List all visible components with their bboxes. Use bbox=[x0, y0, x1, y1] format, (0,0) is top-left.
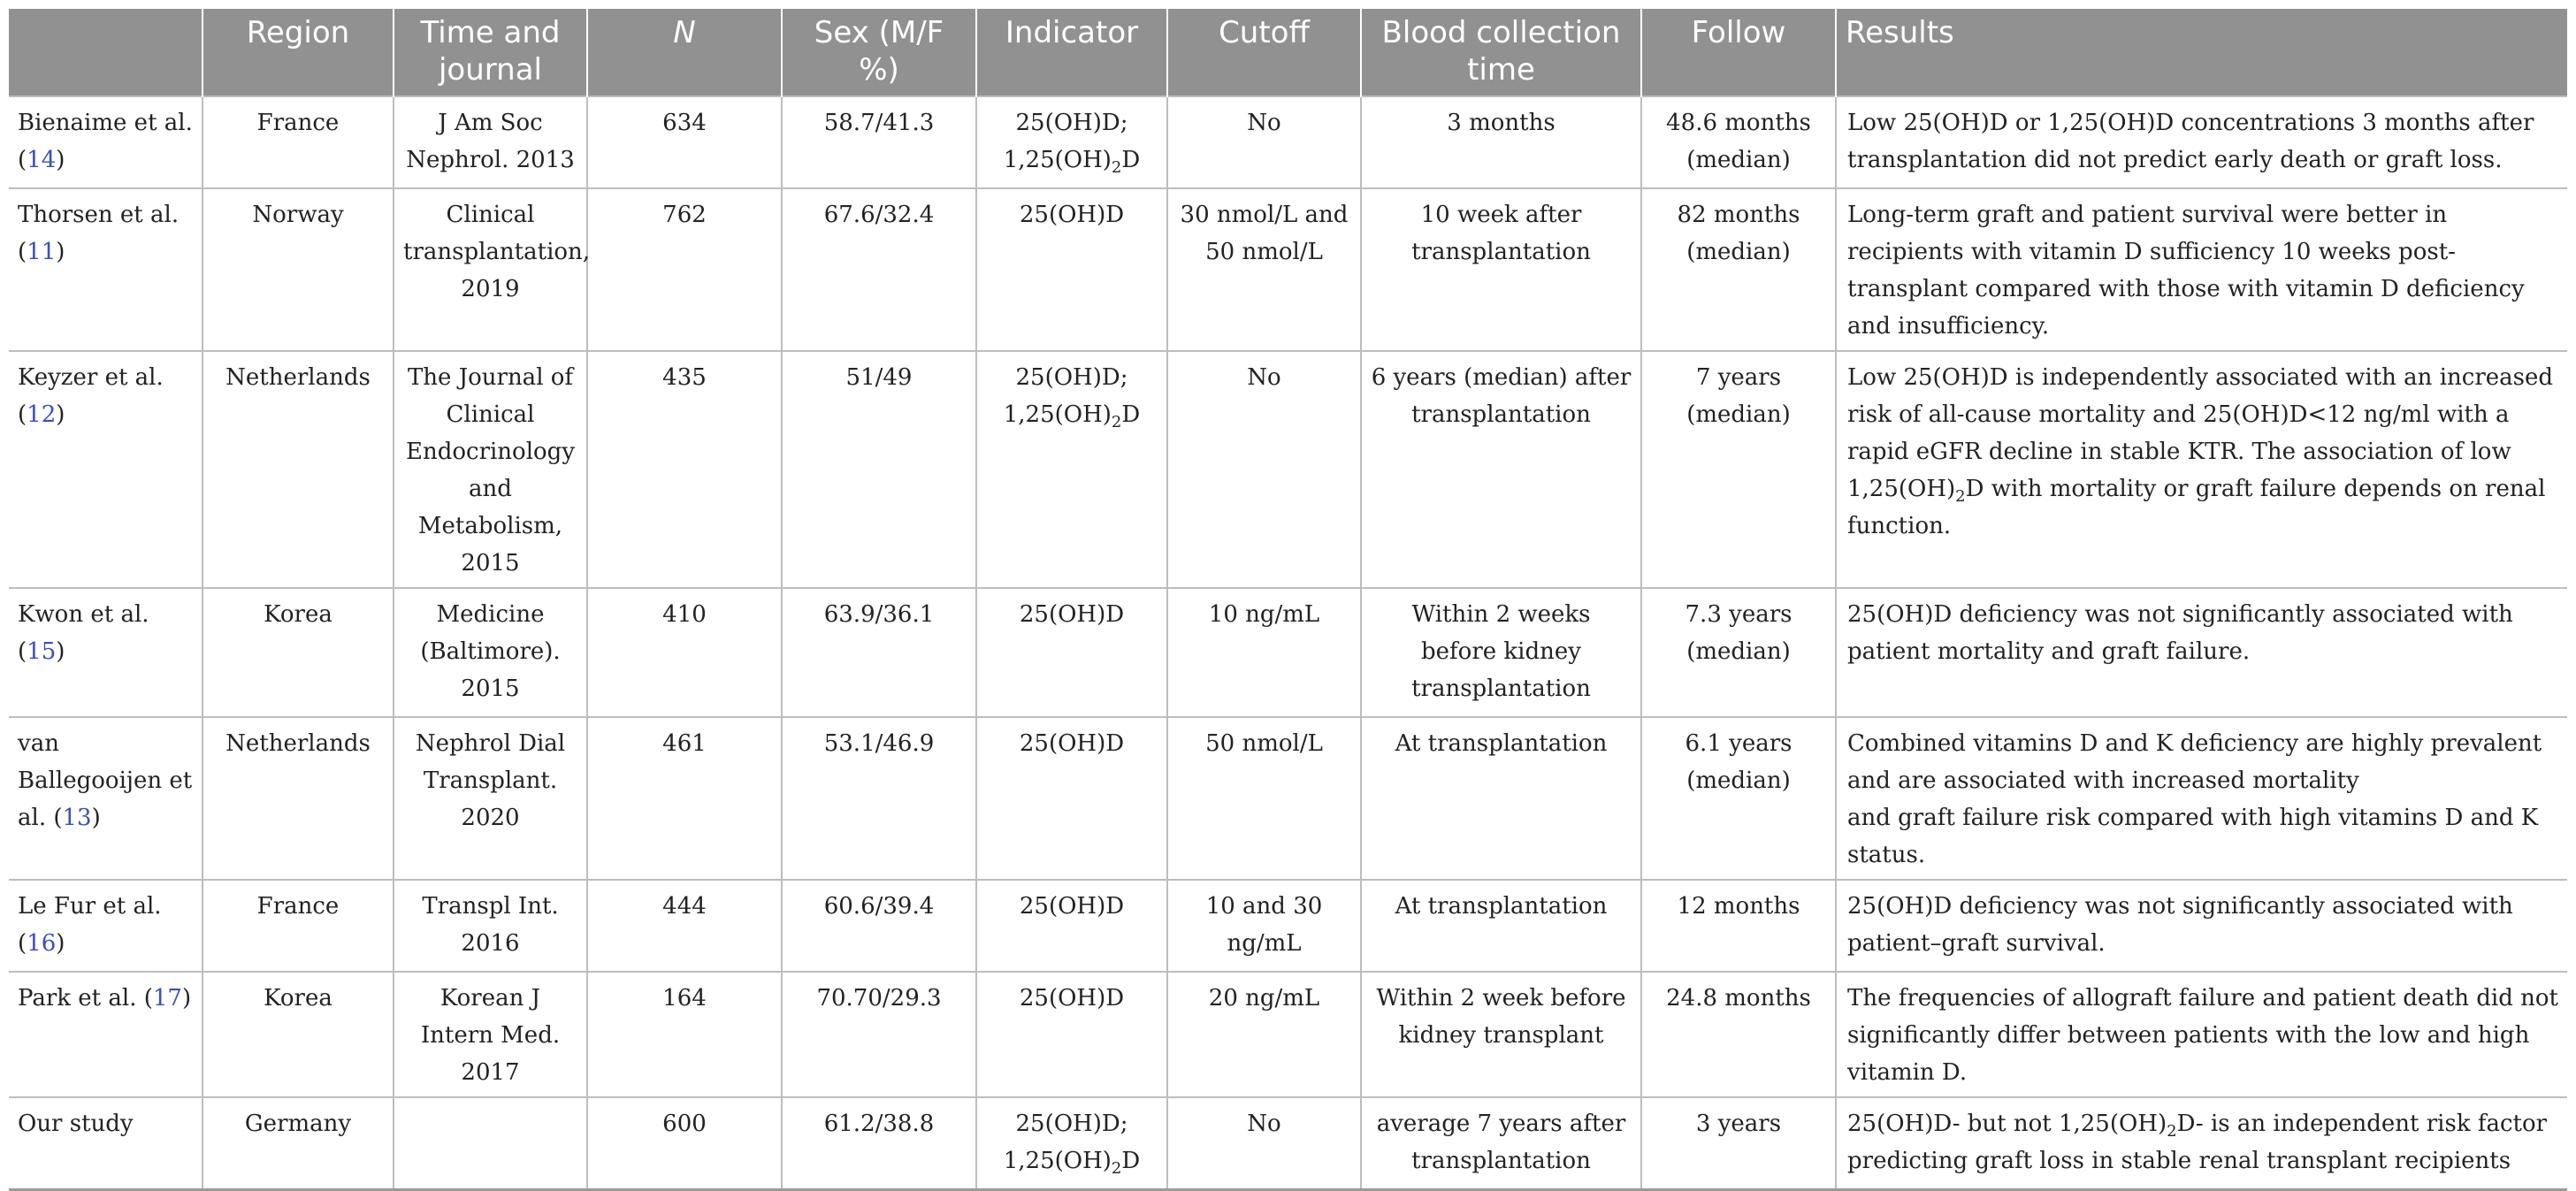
indicator-line-1: 25(OH)D; bbox=[1015, 110, 1128, 136]
sex-cell: 53.1/46.9 bbox=[782, 717, 976, 880]
study-cell bbox=[9, 880, 203, 972]
results-text: 25(OH)D- but not 1,25(OH) bbox=[1847, 1111, 2167, 1137]
follow-cell: 82 months (median) bbox=[1641, 188, 1836, 351]
journal-cell: The Journal of Clinical Endocrinology and Metabolism, 2015 bbox=[394, 351, 587, 588]
journal-cell: Korean J Intern Med. 2017 bbox=[394, 972, 587, 1097]
study-cell bbox=[9, 972, 203, 1097]
table-row bbox=[9, 588, 2567, 717]
blood-collection-cell: Within 2 week before kidney transplant bbox=[1361, 972, 1641, 1097]
cutoff-cell: No bbox=[1167, 351, 1361, 588]
results-cell: Low 25(OH)D or 1,25(OH)D concentrations 3 months after transplantation did not predict early death or graft loss. bbox=[1836, 96, 2567, 188]
header-indicator: Indicator bbox=[976, 9, 1167, 96]
reference-link[interactable]: 13 bbox=[62, 805, 92, 831]
indicator-text: 1,25(OH) bbox=[1003, 1148, 1112, 1174]
region-cell: Norway bbox=[203, 188, 394, 351]
study-name: Le Fur et al. ( bbox=[18, 893, 162, 957]
study-cell bbox=[9, 351, 203, 588]
sex-cell: 51/49 bbox=[782, 351, 976, 588]
reference-link[interactable]: 11 bbox=[27, 239, 57, 265]
reference-link[interactable]: 16 bbox=[27, 930, 57, 957]
study-name: van Ballegooijen et al. ( bbox=[18, 730, 193, 831]
sex-cell: 67.6/32.4 bbox=[782, 188, 976, 351]
cutoff-cell: 10 and 30 ng/mL bbox=[1167, 880, 1361, 972]
follow-cell: 12 months bbox=[1641, 880, 1836, 972]
indicator-cell bbox=[976, 1097, 1167, 1189]
results-text-end: D with mortality or graft failure depends on renal function. bbox=[1847, 476, 2546, 539]
indicator-cell bbox=[976, 351, 1167, 588]
reference-link[interactable]: 12 bbox=[27, 401, 57, 428]
table-row bbox=[9, 880, 2567, 972]
region-cell: Netherlands bbox=[203, 717, 394, 880]
n-cell: 634 bbox=[587, 96, 782, 188]
header-region: Region bbox=[203, 9, 394, 96]
results-line-2: and graft failure risk compared with high vitamins D and K status. bbox=[1847, 805, 2539, 868]
indicator-text-end: D bbox=[1121, 1148, 1141, 1174]
indicator-cell: 25(OH)D bbox=[976, 188, 1167, 351]
blood-collection-cell: At transplantation bbox=[1361, 880, 1641, 972]
journal-cell: Nephrol Dial Transplant. 2020 bbox=[394, 717, 587, 880]
follow-cell: 6.1 years (median) bbox=[1641, 717, 1836, 880]
follow-cell: 7.3 years (median) bbox=[1641, 588, 1836, 717]
n-cell: 444 bbox=[587, 880, 782, 972]
indicator-line-1: 25(OH)D; bbox=[1015, 364, 1128, 391]
table-row bbox=[9, 96, 2567, 188]
header-n: N bbox=[587, 9, 782, 96]
header-cutoff: Cutoff bbox=[1167, 9, 1361, 96]
results-cell bbox=[1836, 1097, 2567, 1189]
reference-link[interactable]: 14 bbox=[27, 147, 57, 173]
study-name-end: ) bbox=[91, 805, 101, 831]
sex-cell: 70.70/29.3 bbox=[782, 972, 976, 1097]
indicator-cell: 25(OH)D bbox=[976, 880, 1167, 972]
results-cell: 25(OH)D deficiency was not significantly associated with patient–graft survival. bbox=[1836, 880, 2567, 972]
study-cell bbox=[9, 96, 203, 188]
cutoff-cell: No bbox=[1167, 1097, 1361, 1189]
blood-collection-cell: At transplantation bbox=[1361, 717, 1641, 880]
blood-collection-cell: 10 week after transplantation bbox=[1361, 188, 1641, 351]
n-cell: 410 bbox=[587, 588, 782, 717]
blood-collection-cell: Within 2 weeks before kidney transplantation bbox=[1361, 588, 1641, 717]
study-cell: Our study bbox=[9, 1097, 203, 1189]
results-cell: 25(OH)D deficiency was not significantly associated with patient mortality and graft failure. bbox=[1836, 588, 2567, 717]
journal-cell bbox=[394, 1097, 587, 1189]
results-subscript: 2 bbox=[2167, 1122, 2177, 1141]
n-cell: 762 bbox=[587, 188, 782, 351]
study-name: Bienaime et al. ( bbox=[18, 110, 193, 173]
header-row bbox=[9, 9, 2567, 96]
n-cell: 435 bbox=[587, 351, 782, 588]
journal-cell: Transpl Int. 2016 bbox=[394, 880, 587, 972]
results-text: Low 25(OH)D is independently associated with an increased risk of all-cause mortality and 25(OH)D<12 ng/ml with a rapid eGFR decline in stable KTR. The association of low 1,25(OH) bbox=[1847, 364, 2554, 502]
table-row bbox=[9, 1097, 2567, 1189]
region-cell: France bbox=[203, 880, 394, 972]
study-name-end: ) bbox=[181, 985, 192, 1012]
indicator-subscript: 2 bbox=[1111, 1159, 1122, 1179]
blood-collection-cell: 3 months bbox=[1361, 96, 1641, 188]
indicator-cell: 25(OH)D bbox=[976, 972, 1167, 1097]
follow-cell: 7 years (median) bbox=[1641, 351, 1836, 588]
indicator-line-1: 25(OH)D; bbox=[1015, 1111, 1128, 1137]
header-blood-collection: Blood collection time bbox=[1361, 9, 1641, 96]
cutoff-cell: 50 nmol/L bbox=[1167, 717, 1361, 880]
header-study bbox=[9, 9, 203, 96]
follow-cell: 48.6 months (median) bbox=[1641, 96, 1836, 188]
results-cell bbox=[1836, 351, 2567, 588]
results-text-end: D- is an independent risk factor predicting graft loss in stable renal transplant recipients bbox=[1847, 1111, 2548, 1174]
journal-cell: J Am Soc Nephrol. 2013 bbox=[394, 96, 587, 188]
cutoff-cell: 10 ng/mL bbox=[1167, 588, 1361, 717]
indicator-subscript: 2 bbox=[1111, 413, 1122, 432]
study-name: Park et al. ( bbox=[18, 985, 153, 1012]
results-cell: The frequencies of allograft failure and patient death did not significantly differ between patients with the low and high vitamin D. bbox=[1836, 972, 2567, 1097]
reference-link[interactable]: 17 bbox=[152, 985, 182, 1012]
indicator-line-2 bbox=[986, 141, 1158, 179]
indicator-text: 1,25(OH) bbox=[1003, 401, 1112, 428]
journal-cell: Clinical transplantation, 2019 bbox=[394, 188, 587, 351]
study-name-end: ) bbox=[56, 239, 65, 265]
table-row bbox=[9, 972, 2567, 1097]
study-cell bbox=[9, 717, 203, 880]
indicator-text-end: D bbox=[1121, 401, 1141, 428]
study-cell bbox=[9, 188, 203, 351]
sex-cell: 61.2/38.8 bbox=[782, 1097, 976, 1189]
header-journal: Time and journal bbox=[394, 9, 587, 96]
study-name-end: ) bbox=[56, 147, 65, 173]
indicator-cell: 25(OH)D bbox=[976, 588, 1167, 717]
results-line-1: Combined vitamins D and K deficiency are highly prevalent and are associated with increased mortality bbox=[1847, 730, 2542, 794]
indicator-cell: 25(OH)D bbox=[976, 717, 1167, 880]
indicator-text: 1,25(OH) bbox=[1003, 147, 1112, 173]
follow-cell: 3 years bbox=[1641, 1097, 1836, 1189]
study-name: Thorsen et al. ( bbox=[18, 202, 180, 265]
table-row bbox=[9, 188, 2567, 351]
region-cell: Germany bbox=[203, 1097, 394, 1189]
indicator-cell bbox=[976, 96, 1167, 188]
journal-cell: Medicine (Baltimore). 2015 bbox=[394, 588, 587, 717]
cutoff-cell: 30 nmol/L and 50 nmol/L bbox=[1167, 188, 1361, 351]
reference-link[interactable]: 15 bbox=[27, 638, 57, 665]
table-row bbox=[9, 351, 2567, 588]
n-cell: 600 bbox=[587, 1097, 782, 1189]
follow-cell: 24.8 months bbox=[1641, 972, 1836, 1097]
sex-cell: 60.6/39.4 bbox=[782, 880, 976, 972]
indicator-line-2 bbox=[986, 1142, 1158, 1180]
header-follow: Follow bbox=[1641, 9, 1836, 96]
study-name-end: ) bbox=[56, 930, 65, 957]
table-row bbox=[9, 717, 2567, 880]
region-cell: France bbox=[203, 96, 394, 188]
results-subscript: 2 bbox=[1955, 487, 1966, 507]
header-results: Results bbox=[1836, 9, 2567, 96]
region-cell: Netherlands bbox=[203, 351, 394, 588]
study-cell bbox=[9, 588, 203, 717]
indicator-text-end: D bbox=[1121, 147, 1141, 173]
sex-cell: 58.7/41.3 bbox=[782, 96, 976, 188]
studies-table-container bbox=[9, 9, 2567, 1191]
study-name: Kwon et al. ( bbox=[18, 601, 149, 665]
blood-collection-cell: 6 years (median) after transplantation bbox=[1361, 351, 1641, 588]
blood-collection-cell: average 7 years after transplantation bbox=[1361, 1097, 1641, 1189]
indicator-line-2 bbox=[986, 396, 1158, 433]
study-name-end: ) bbox=[56, 401, 65, 428]
results-cell: Long-term graft and patient survival were better in recipients with vitamin D sufficiency 10 weeks post-transplant compared with those with vitamin D deficiency and insufficiency. bbox=[1836, 188, 2567, 351]
header-sex: Sex (M/F %) bbox=[782, 9, 976, 96]
cutoff-cell: 20 ng/mL bbox=[1167, 972, 1361, 1097]
sex-cell: 63.9/36.1 bbox=[782, 588, 976, 717]
cutoff-cell: No bbox=[1167, 96, 1361, 188]
results-cell bbox=[1836, 717, 2567, 880]
region-cell: Korea bbox=[203, 588, 394, 717]
indicator-subscript: 2 bbox=[1111, 158, 1122, 178]
study-name-end: ) bbox=[56, 638, 65, 665]
n-cell: 164 bbox=[587, 972, 782, 1097]
region-cell: Korea bbox=[203, 972, 394, 1097]
studies-table bbox=[9, 9, 2567, 1191]
study-name: Keyzer et al. ( bbox=[18, 364, 164, 428]
n-cell: 461 bbox=[587, 717, 782, 880]
